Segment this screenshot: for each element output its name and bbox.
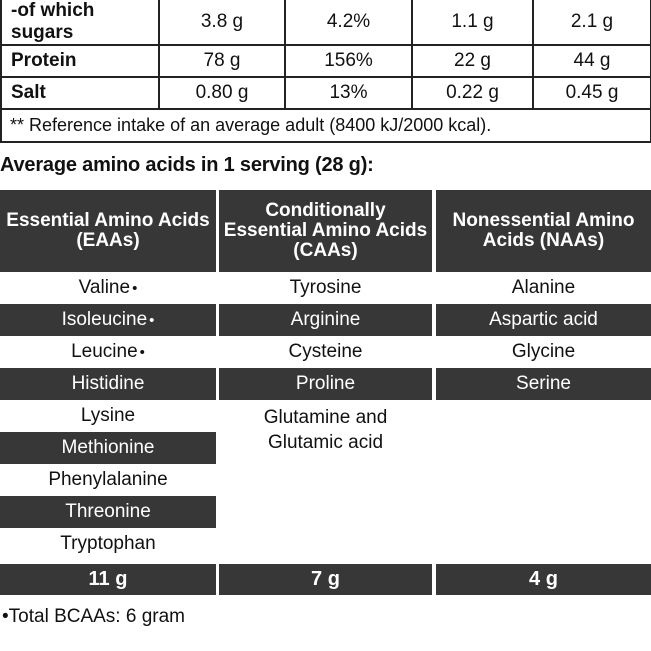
nutrition-table xyxy=(0,0,651,143)
header-line: (CAAs) xyxy=(293,240,358,261)
cell-value: 1.1 g xyxy=(412,0,533,45)
list-item: Methionine xyxy=(0,432,216,464)
list-item: Phenylalanine xyxy=(48,469,168,490)
naa-total: 4 g xyxy=(436,564,651,595)
reference-intake-note: ** Reference intake of an average adult (8400 kJ/2000 kcal). xyxy=(1,109,651,142)
bcaa-bullet-icon: • xyxy=(149,311,155,329)
list-item: Serine xyxy=(436,368,651,400)
list-item: Glycine xyxy=(511,341,576,362)
bcaa-footnote: •Total BCAAs: 6 gram xyxy=(2,606,185,627)
list-item: Valine • xyxy=(78,277,138,298)
eaa-header xyxy=(0,190,216,272)
header-line: Conditionally xyxy=(265,200,386,221)
cell-value: 4.2% xyxy=(285,0,412,45)
caa-column xyxy=(219,190,432,464)
cell-value: 156% xyxy=(285,45,412,77)
cell-value: 22 g xyxy=(412,45,533,77)
cell-value: 3.8 g xyxy=(159,0,285,45)
amino-acids-heading: Average amino acids in 1 serving (28 g): xyxy=(0,154,374,176)
list-item: Tyrosine xyxy=(289,277,362,298)
cell-value: 0.80 g xyxy=(159,77,285,109)
list-item: Leucine • xyxy=(71,341,145,362)
caa-header xyxy=(219,190,432,272)
eaa-total: 11 g xyxy=(0,564,216,595)
list-item: Alanine xyxy=(511,277,576,298)
row-label: -of which sugars xyxy=(1,0,159,45)
naa-header xyxy=(436,190,651,272)
table-row xyxy=(1,0,651,45)
header-line: Essential Amino Acids xyxy=(223,220,428,241)
item-line: Glutamic acid xyxy=(267,432,384,453)
list-item: Arginine xyxy=(219,304,432,336)
list-item: Cysteine xyxy=(288,341,363,362)
row-label: Salt xyxy=(1,77,159,109)
cell-value: 2.1 g xyxy=(533,0,651,45)
caa-total: 7 g xyxy=(219,564,432,595)
list-item xyxy=(219,400,432,464)
table-row xyxy=(1,77,651,109)
cell-value: 78 g xyxy=(159,45,285,77)
list-item: Tryptophan xyxy=(60,533,156,554)
header-line: Essential Amino Acids xyxy=(6,210,210,231)
cell-value: 13% xyxy=(285,77,412,109)
header-line: (EAAs) xyxy=(76,230,140,251)
eaa-column xyxy=(0,190,216,560)
list-item: Isoleucine • xyxy=(0,304,216,336)
cell-value: 0.45 g xyxy=(533,77,651,109)
cell-value: 0.22 g xyxy=(412,77,533,109)
naa-column xyxy=(436,190,651,400)
table-row xyxy=(1,109,651,142)
bcaa-bullet-icon: • xyxy=(139,343,145,361)
list-item: Lysine xyxy=(80,405,136,426)
row-label: Protein xyxy=(1,45,159,77)
bcaa-bullet-icon: • xyxy=(132,279,138,297)
cell-value: 44 g xyxy=(533,45,651,77)
list-item: Proline xyxy=(219,368,432,400)
totals-row xyxy=(0,564,651,595)
header-line: Nonessential Amino xyxy=(452,210,635,231)
header-line: Acids (NAAs) xyxy=(482,230,605,251)
item-line: Glutamine and xyxy=(263,407,388,428)
list-item: Histidine xyxy=(0,368,216,400)
list-item: Threonine xyxy=(0,496,216,528)
list-item: Aspartic acid xyxy=(436,304,651,336)
table-row xyxy=(1,45,651,77)
